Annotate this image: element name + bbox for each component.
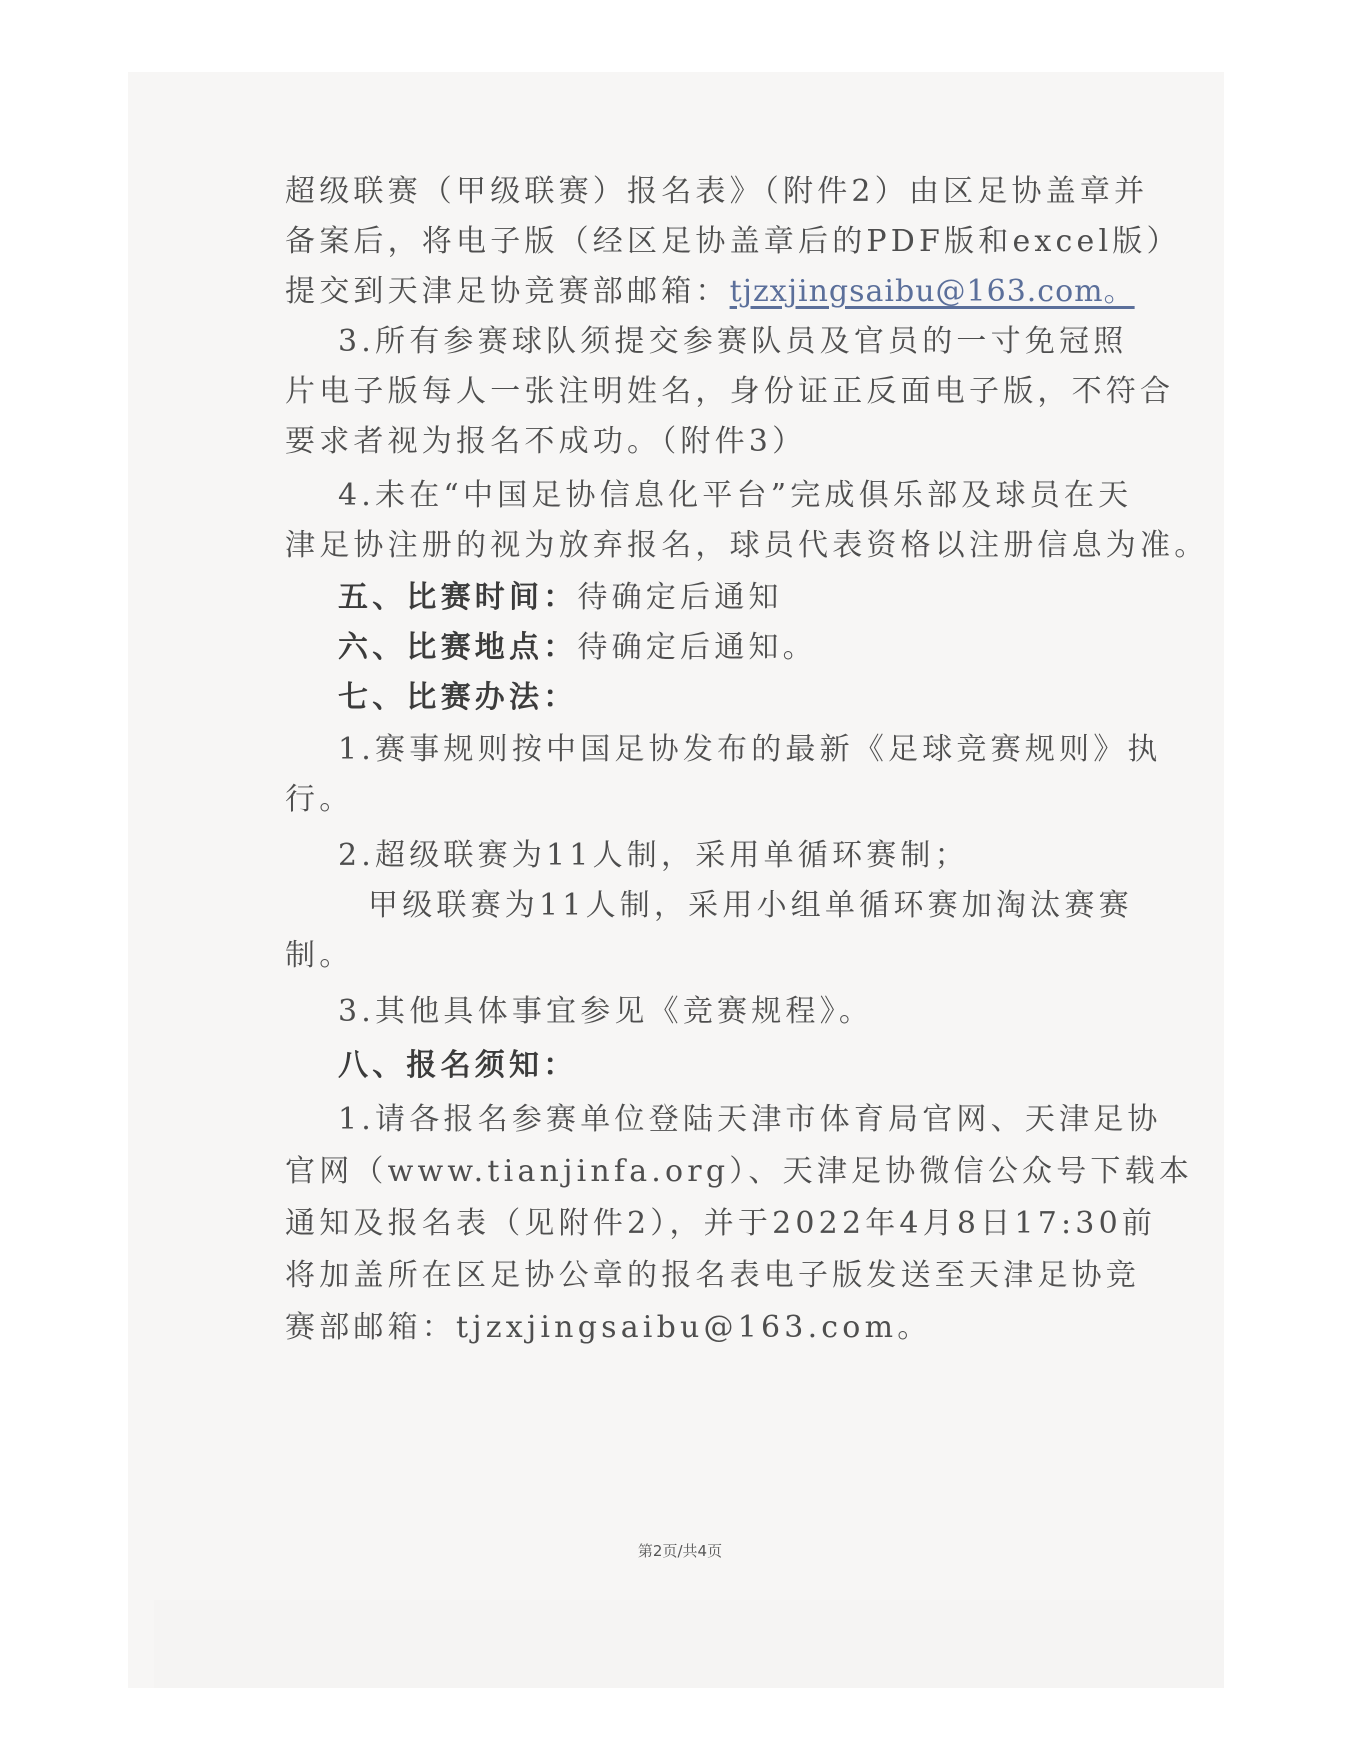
item3-line3: 要求者视为报名不成功。（附件3） — [285, 424, 807, 459]
registration-note1-line3: 通知及报名表（见附件2），并于2022年4月8日17:30前 — [285, 1206, 1157, 1241]
method-rule2-line2: 甲级联赛为11人制，采用小组单循环赛加淘汰赛赛 — [368, 888, 1133, 923]
item4-line2: 津足协注册的视为放弃报名，球员代表资格以注册信息为准。 — [285, 528, 1209, 563]
paragraph-attachment2-line3 — [285, 272, 1135, 312]
item3-line1: 3.所有参赛球队须提交参赛队员及官员的一寸免冠照 — [338, 324, 1128, 359]
scanned-page-bottom — [154, 1600, 1224, 1688]
section-venue — [338, 628, 817, 668]
registration-note1-line4: 将加盖所在区足协公章的报名表电子版发送至天津足协竞 — [285, 1258, 1140, 1293]
registration-note1-line2: 官网（www.tianjinfa.org）、天津足协微信公众号下载本 — [285, 1154, 1194, 1189]
section-time — [338, 578, 783, 618]
section-venue-heading: 六、比赛地点： — [338, 630, 578, 665]
email-link[interactable]: tjzxjingsaibu@163.com。 — [729, 274, 1135, 309]
paragraph-attachment2-line1: 超级联赛（甲级联赛）报名表》（附件2）由区足协盖章并 — [285, 174, 1149, 209]
section-time-heading: 五、比赛时间： — [338, 580, 578, 615]
method-rule2-line3: 制。 — [285, 938, 354, 973]
section-registration-heading: 八、报名须知： — [338, 1048, 578, 1083]
method-rule2-line1: 2.超级联赛为11人制，采用单循环赛制； — [338, 838, 969, 873]
section-time-text: 待确定后通知 — [577, 580, 783, 615]
scanned-page — [128, 72, 1224, 1688]
email-label: 提交到天津足协竞赛部邮箱： — [285, 274, 730, 309]
page-indicator: 第2页/共4页 — [637, 1542, 723, 1560]
item4-line1: 4.未在“中国足协信息化平台”完成俱乐部及球员在天 — [338, 478, 1133, 513]
section-venue-text: 待确定后通知。 — [577, 630, 817, 665]
paragraph-attachment2-line2: 备案后，将电子版（经区足协盖章后的PDF版和excel版） — [285, 224, 1181, 259]
method-rule1-line1: 1.赛事规则按中国足协发布的最新《足球竞赛规则》执 — [338, 732, 1162, 767]
item3-line2: 片电子版每人一张注明姓名，身份证正反面电子版，不符合 — [285, 374, 1175, 409]
registration-note1-line1: 1.请各报名参赛单位登陆天津市体育局官网、天津足协 — [338, 1102, 1162, 1137]
section-method-heading: 七、比赛办法： — [338, 680, 578, 715]
method-rule1-line2: 行。 — [285, 782, 354, 817]
method-rule3: 3.其他具体事宜参见《竞赛规程》。 — [338, 994, 874, 1029]
registration-note1-line5: 赛部邮箱：tjzxjingsaibu@163.com。 — [285, 1310, 932, 1345]
